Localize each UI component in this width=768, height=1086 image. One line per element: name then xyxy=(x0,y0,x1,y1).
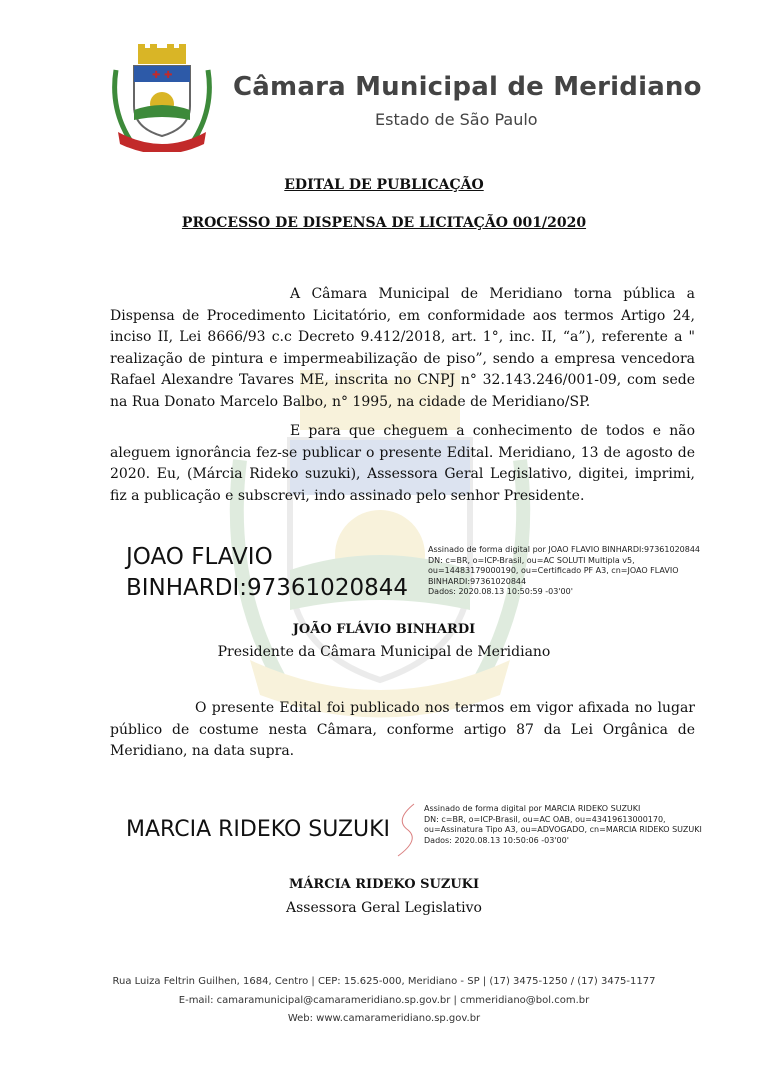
paragraph-2: E para que cheguem a conhecimento de todos e não aleguem ignorância fez-se publicar o presente Edital. Meridiano, 13 de agosto de 2020. Eu, (Márcia Rideko suzuki), Assessora Geral Legislativo, digitei, imprimi, fiz a publicação e subscrevi, indo assinado pelo senhor Presidente. xyxy=(110,423,695,504)
header-subtitle: Estado de São Paulo xyxy=(375,110,538,129)
signer-1-printed-name: JOÃO FLÁVIO BINHARDI xyxy=(292,622,476,637)
footer-web: Web: www.camarameridiano.sp.gov.br xyxy=(287,1013,481,1024)
signature-detail-line: BINHARDI:97361020844 xyxy=(428,576,527,586)
signature-detail-line: DN: c=BR, o=ICP-Brasil, ou=AC OAB, ou=43419613000170, xyxy=(424,814,666,824)
digital-signature-name-2: MARCIA RIDEKO SUZUKI xyxy=(126,817,391,842)
signature-detail-line: ou=14483179000190, ou=Certificado PF A3, cn=JOAO FLAVIO xyxy=(428,566,679,575)
signer-2-printed-name: MÁRCIA RIDEKO SUZUKI xyxy=(288,877,480,892)
document-title: EDITAL DE PUBLICAÇÃO xyxy=(284,177,484,193)
paragraph-1: A Câmara Municipal de Meridiano torna pública a Dispensa de Procedimento Licitatório, em conformidade aos termos Artigo 24, inciso II, Lei 8666/93 c.c Decreto 9.412/2018, art. 1°, inc. II, “a”), referente a " realização de pintura e impermeabilização de piso”, sendo a empresa vencedora Rafael Alexandre Tavares ME, inscrita no CNPJ n° 32.143.246/001-09, com sede na Rua Donato Marcelo Balbo, n° 1995, na cidade de Meridiano/SP. xyxy=(110,286,695,410)
signature-detail-line: Dados: 2020.08.13 10:50:06 -03'00' xyxy=(424,835,569,845)
digital-signature-details xyxy=(428,545,700,598)
paragraph-3: O presente Edital foi publicado nos termos em vigor afixada no lugar público de costume nesta Câmara, conforme artigo 87 da Lei Orgânica de Meridiano, na data supra. xyxy=(110,700,695,759)
svg-text:✚: ✚ xyxy=(152,70,161,81)
digital-signature-name xyxy=(126,542,426,604)
signature-name-line-1: JOAO FLAVIO xyxy=(126,544,273,570)
signature-name-line-2: BINHARDI:97361020844 xyxy=(126,575,408,601)
signature-detail-line: DN: c=BR, o=ICP-Brasil, ou=AC SOLUTI Multipla v5, xyxy=(428,555,635,565)
signer-1-role: Presidente da Câmara Municipal de Meridiano xyxy=(217,644,551,660)
coat-of-arms-logo xyxy=(108,44,216,152)
signer-2-role: Assessora Geral Legislativo xyxy=(286,900,482,916)
signature-detail-line: ou=Assinatura Tipo A3, ou=ADVOGADO, cn=MARCIA RIDEKO SUZUKI xyxy=(424,825,702,834)
footer-address: Rua Luiza Feltrin Guilhen, 1684, Centro | CEP: 15.625-000, Meridiano - SP | (17) 3475-1250 / (17) 3475-1177 xyxy=(112,976,656,987)
coat-of-arms-watermark xyxy=(220,360,540,720)
digital-signature-details-2 xyxy=(424,804,702,846)
footer-email: E-mail: camaramunicipal@camarameridiano.sp.gov.br | cmmeridiano@bol.com.br xyxy=(178,995,590,1006)
svg-text:✚: ✚ xyxy=(164,70,173,81)
header-title: Câmara Municipal de Meridiano xyxy=(233,72,702,102)
document-subtitle: PROCESSO DE DISPENSA DE LICITAÇÃO 001/2020 xyxy=(181,215,587,231)
signature-detail-line: Assinado de forma digital por MARCIA RIDEKO SUZUKI xyxy=(424,804,641,813)
signature-detail-line: Dados: 2020.08.13 10:50:59 -03'00' xyxy=(428,587,573,596)
signature-detail-line: Assinado de forma digital por JOAO FLAVIO BINHARDI:97361020844 xyxy=(428,545,701,554)
